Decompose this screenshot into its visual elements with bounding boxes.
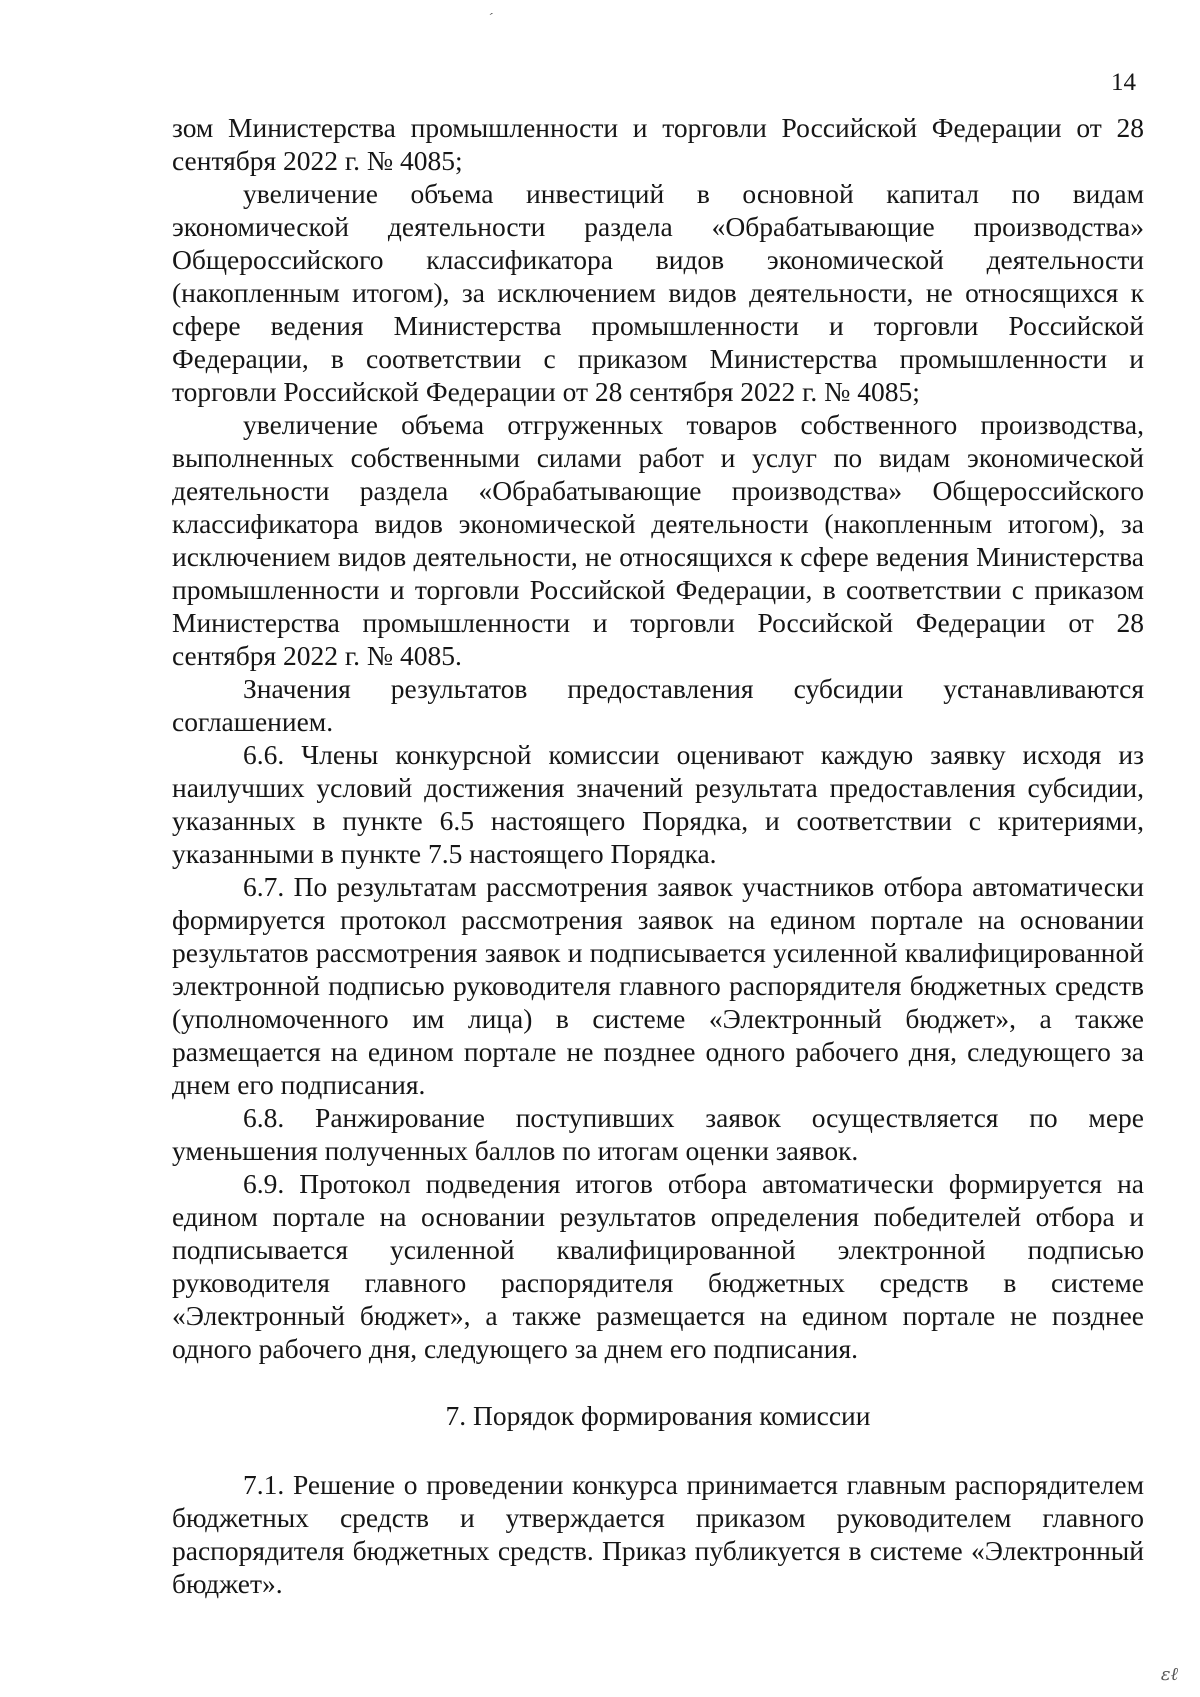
section-heading: 7. Порядок формирования комиссии [445,1400,871,1431]
page-number: 14 [1111,69,1136,96]
paragraph-continuation: зом Министерства промышленности и торговли Российской Федерации от 28 сентября 2022 г. № 4085; [172,112,1144,176]
paragraph-6-6: 6.6. Члены конкурсной комиссии оценивают каждую заявку исходя из наилучших условий достижения значений результата предоставления субсидии, указанных в пункте 6.5 настоящего Порядка, и соответствии с критериями, указанными в пункте 7.5 настоящего Порядка. [172,739,1144,869]
paragraph-investment-increase: увеличение объема инвестиций в основной капитал по видам экономической деятельности раздела «Обрабатывающие производства» Общероссийского классификатора видов экономической деятельности (накопленным итогом), за исключением видов деятельности, не относящихся к сфере ведения Министерства промышленности и торговли Российской Федерации, в соответствии с приказом Министерства промышленности и торговли Российской Федерации от 28 сентября 2022 г. № 4085; [172,178,1144,407]
paragraph-6-9: 6.9. Протокол подведения итогов отбора автоматически формируется на едином портале на основании результатов определения победителей отбора и подписывается усиленной квалифицированной электронной подписью руководителя главного распорядителя бюджетных средств в системе «Электронный бюджет», а также размещается на едином портале не позднее одного рабочего дня, следующего за днем его подписания. [172,1168,1144,1364]
paragraph-results-values: Значения результатов предоставления субсидии устанавливаются соглашением. [172,673,1144,737]
paragraph-shipment-increase: увеличение объема отгруженных товаров собственного производства, выполненных собственными силами работ и услуг по видам экономической деятельности раздела «Обрабатывающие производства» Общероссийского классификатора видов экономической деятельности (накопленным итогом), за исключением видов деятельности, не относящихся к сфере ведения Министерства промышленности и торговли Российской Федерации, в соответствии с приказом Министерства промышленности и торговли Российской Федерации от 28 сентября 2022 г. № 4085. [172,409,1144,671]
paragraph-6-8: 6.8. Ранжирование поступивших заявок осуществляется по мере уменьшения полученных баллов по итогам оценки заявок. [172,1102,1144,1166]
paragraph-7-1: 7.1. Решение о проведении конкурса принимается главным распорядителем бюджетных средств и утверждается приказом руководителем главного распорядителя бюджетных средств. Приказ публикуется в системе «Электронный бюджет». [172,1469,1144,1599]
document-body [172,111,1144,1600]
paragraph-6-7: 6.7. По результатам рассмотрения заявок участников отбора автоматически формируется протокол рассмотрения заявок на едином портале на основании результатов рассмотрения заявок и подписывается усиленной квалифицированной электронной подписью руководителя главного распорядителя бюджетных средств (уполномоченного им лица) в системе «Электронный бюджет», а также размещается на едином портале не позднее одного рабочего дня, следующего за днем его подписания. [172,871,1144,1100]
scan-mark-top: ˏ [489,0,494,16]
scan-mark-bottom: ɛℓ [1160,1664,1178,1685]
